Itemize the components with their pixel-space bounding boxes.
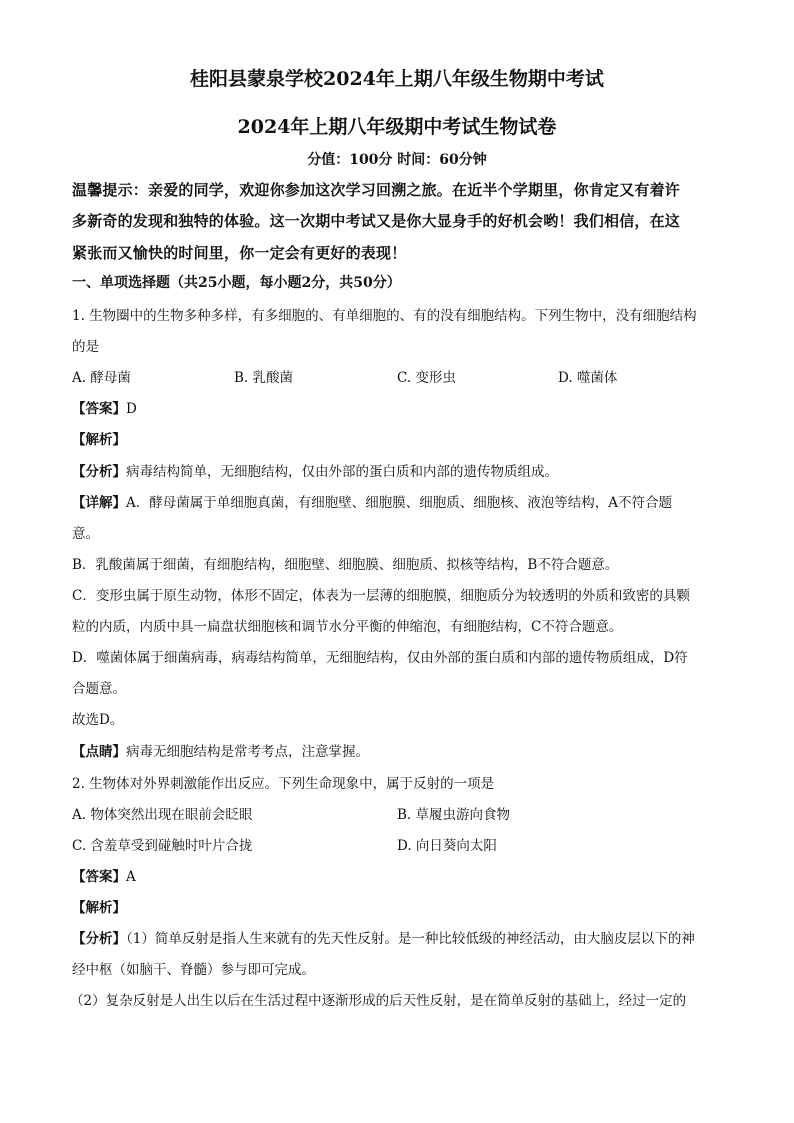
q2-analysis-tag [72, 898, 126, 918]
fenxi-text: （1）简单反射是指人生来就有的先天性反射。是一种比较低级的神经活动，由大脑皮层以下的神 [126, 931, 695, 947]
q1-detail-d: D．噬菌体属于细菌病毒，病毒结构简单，无细胞结构，仅由外部的蛋白质和内部的遗传物质组成，D符 [72, 650, 688, 666]
q2-stem: 2. 生物体对外界刺激能作出反应。下列生命现象中，属于反射的一项是 [72, 776, 495, 792]
fenxi-tag: 【分析】 [72, 931, 126, 947]
dianjing-tag: 【点睛】 [72, 744, 126, 760]
q2-fenxi-cont: 经中枢（如脑干、脊髓）参与即可完成。 [72, 962, 315, 978]
analysis-tag: 【解析】 [72, 900, 126, 916]
analysis-tag: 【解析】 [72, 432, 126, 448]
dianjing-text: 病毒无细胞结构是常考考点，注意掌握。 [126, 744, 369, 760]
section-heading: 一、单项选择题（共25小题，每小题2分，共50分） [72, 275, 401, 291]
q2-option-d: D. 向日葵向太阳 [397, 838, 497, 854]
q1-stem-cont: 的是 [72, 339, 99, 355]
q2-option-b: B. 草履虫游向食物 [397, 807, 511, 823]
paper-title: 2024年上期八年级期中考试生物试卷 [237, 116, 557, 138]
q1-detail-a [72, 493, 672, 513]
answer-value: D [126, 401, 137, 417]
q2-option-c: C. 含羞草受到碰触时叶片合拢 [72, 838, 253, 854]
q1-analysis-tag [72, 430, 126, 450]
score-time: 分值：100分 时间：60分钟 [307, 152, 487, 168]
q2-fenxi [72, 929, 695, 949]
q1-answer [72, 399, 137, 419]
q1-fenxi [72, 462, 558, 482]
q2-option-a: A. 物体突然出现在眼前会眨眼 [72, 807, 253, 823]
detail-tag: 【详解】 [72, 495, 126, 511]
tip-line: 紧张而又愉快的时间里，你一定会有更好的表现！ [72, 244, 407, 262]
q1-detail-a-cont: 意。 [72, 526, 99, 542]
answer-tag: 【答案】 [72, 869, 126, 885]
q1-detail-c: C．变形虫属于原生动物，体形不固定，体表为一层薄的细胞膜，细胞质分为较透明的外质和致密的具颗 [72, 588, 690, 604]
q1-option-d: D. 噬菌体 [558, 370, 618, 386]
q1-detail-c-cont: 粒的内质，内质中具一扁盘状细胞核和调节水分平衡的伸缩泡，有细胞结构，C不符合题意。 [72, 619, 623, 635]
exam-title: 桂阳县蒙泉学校2024年上期八年级生物期中考试 [190, 68, 604, 90]
answer-value: A [126, 869, 136, 885]
detail-text: A．酵母菌属于单细胞真菌，有细胞壁、细胞膜、细胞质、细胞核、液泡等结构，A不符合题 [126, 495, 672, 511]
q2-answer [72, 867, 136, 887]
q1-choose: 故选D。 [72, 712, 124, 728]
q1-detail-b: B．乳酸菌属于细菌，有细胞结构，细胞壁、细胞膜、细胞质、拟核等结构，B不符合题意。 [72, 557, 619, 573]
q1-stem: 1. 生物圈中的生物多种多样，有多细胞的、有单细胞的、有的没有细胞结构。下列生物中，没有细胞结构 [72, 308, 697, 324]
q1-dianjing [72, 742, 369, 762]
q1-option-b: B. 乳酸菌 [234, 370, 294, 386]
q1-detail-d-cont: 合题意。 [72, 681, 126, 697]
tip-line: 多新奇的发现和独特的体验。这一次期中考试又是你大显身手的好机会哟！我们相信，在这 [72, 212, 681, 230]
q1-option-a: A. 酵母菌 [72, 370, 131, 386]
q1-option-c: C. 变形虫 [397, 370, 456, 386]
answer-tag: 【答案】 [72, 401, 126, 417]
q2-fenxi-2: （2）复杂反射是人出生以后在生活过程中逐渐形成的后天性反射，是在简单反射的基础上，经过一定的 [70, 993, 687, 1009]
fenxi-text: 病毒结构简单，无细胞结构，仅由外部的蛋白质和内部的遗传物质组成。 [126, 464, 558, 480]
tip-line: 温馨提示：亲爱的同学，欢迎你参加这次学习回溯之旅。在近半个学期里，你肯定又有着许 [72, 181, 681, 199]
fenxi-tag: 【分析】 [72, 464, 126, 480]
